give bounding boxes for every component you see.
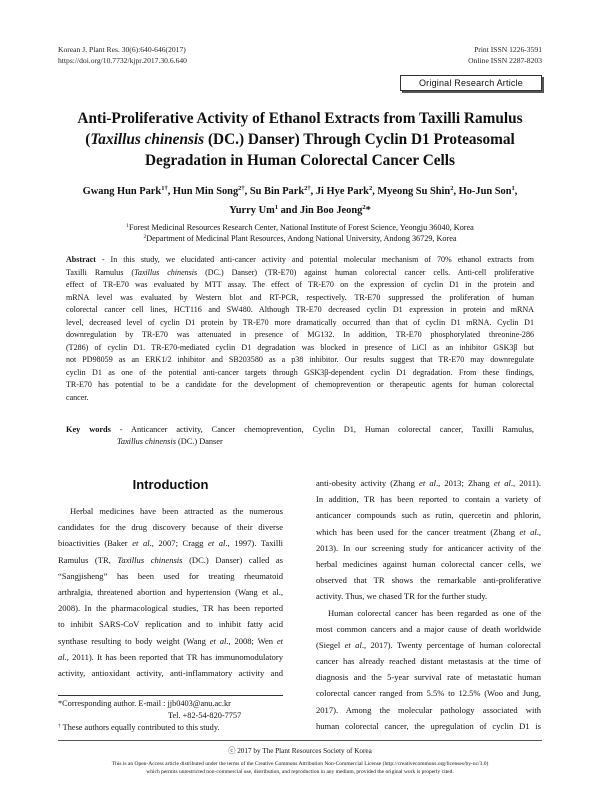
body-line: candidates for the drug discovery because of their diverse	[58, 522, 283, 533]
section-heading-introduction: Introduction	[132, 477, 209, 492]
online-issn: Online ISSN 2287-8203	[468, 56, 542, 65]
author-name: Hun Min Song	[172, 186, 239, 197]
license-line: which permits unrestricted non-commercial use, distribution, and reproduction in any medium, provided the original work is properly cited.	[146, 769, 454, 775]
affiliations	[30, 222, 570, 244]
intro-left-column	[58, 503, 283, 681]
telephone-note: Tel. +82-54-820-7757	[168, 711, 242, 720]
author-line-1: Gwang Hun Park$^{1\dagger}$, Hun Min Song$^{2\dagger}$, Su Bin Park$^{2\dagger}$, Ji Hye Park$^2$, Myeong Su Shin$^2$, Ho-Jun Son$^1$,	[82, 185, 518, 197]
doi-link[interactable]: https://doi.org/10.7732/kjpr.2017.30.6.640	[58, 56, 187, 65]
article-type-badge: Original Research Article	[400, 75, 542, 91]
body-line: al., 2011). It has been reported that TR has immunomodulatory	[58, 651, 283, 662]
body-line: Herbal medicines have been attracted as the numerous	[70, 506, 283, 516]
author-name: Gwang Hun Park	[82, 186, 162, 197]
journal-header-right	[468, 44, 542, 66]
body-line: cancer has already reached distant metastasis at the time of	[316, 656, 541, 667]
body-line: herbal medicines against human colorectal cancer cells, we	[316, 558, 541, 569]
body-line: diagnosis and the 5-year survival rate of metastatic human	[316, 672, 541, 683]
corresponding-mark: *	[365, 205, 371, 216]
affiliation-1: $^1$Forest Medicinal Resources Research Center, National Institute of Forest Science, Yeongju 36040, Korea	[126, 223, 474, 232]
title-line-1: Anti-Proliferative Activity of Ethanol Extracts from Taxilli Ramulus	[77, 110, 523, 127]
abstract-line: colorectal cancer cell lines, HCT116 and SW480. Although TR-E70 decreased cyclin D1 expression in protein and mRNA	[66, 305, 534, 314]
intro-right-column	[316, 475, 541, 734]
abstract-line: downregulation by TR-E70 was attenuated in presence of MG132. In addition, TR-E70 phosphorylated threonine-286	[66, 330, 534, 339]
abstract	[66, 254, 534, 404]
abstract-line: Taxilli Ramulus (Taxillus chinensis (DC.) Danser) (TR-E70) against human colorectal cancer cells. Anti-cell proliferative	[66, 267, 534, 277]
body-line: bioactivities (Baker et al., 2007; Cragg et al., 1997). Taxilli	[58, 538, 283, 549]
body-line: arthralgia, threatened abortion and hypertension (Wang et al.,	[58, 586, 283, 597]
body-line: colorectal cancer ranged from 5.5% to 12.5% (Woo and Jung,	[316, 688, 541, 699]
abstract-line: level, decreased level of cyclin D1 protein by TR-E70 more dramatically occurred than that of cyclin D1 mRNA. Cyclin D1	[66, 317, 534, 327]
title-line-2: (Taxillus chinensis (DC.) Danser) Through Cyclin D1 Proteasomal	[85, 131, 515, 148]
body-line: Ramulus (TR, Taxillus chinensis (DC.) Danser) called as	[58, 554, 283, 565]
body-line: (Siegel et al., 2017). Twenty percentage of human colorectal	[316, 639, 541, 650]
body-line: Human colorectal cancer has been regarded as one of the	[328, 607, 541, 618]
body-line: “Sangjisheng” has been used for treating rheumatoid	[58, 570, 283, 581]
copyright-notice: ⓒ 2017 by The Plant Resources Society of Korea	[228, 747, 372, 755]
abstract-line: cyclin D1 as one of the potential anti-cancer targets through GSK3β-dependent cyclin D1 degradation. From these findings,	[66, 367, 534, 377]
journal-citation: Korean J. Plant Res. 30(6):640-646(2017)	[58, 45, 186, 54]
author-name: Ho-Jun Son	[458, 186, 512, 197]
author-name: Jin Boo Jeong	[299, 205, 363, 216]
author-name: Ji Hye Park	[315, 186, 369, 197]
title-line-3: Degradation in Human Colorectal Cancer Cells	[144, 152, 456, 169]
body-line: In addition, TR has been reported to contain a variety of	[316, 494, 541, 505]
author-name: Su Bin Park	[249, 186, 305, 197]
abstract-line: mRNA level was evaluated by Western blot and RT-PCR, respectively. TR-E70 suppressed the proliferation of human	[66, 292, 534, 302]
author-list	[30, 182, 570, 220]
journal-header-left	[58, 44, 187, 66]
paper-title	[40, 108, 560, 171]
body-line: which has been used for the cancer treatment (Zhang et al.,	[316, 526, 541, 537]
equal-contribution-note: † These authors equally contributed to this study.	[58, 723, 220, 732]
body-line: observed that TR shows the remarkable anti-proliferative	[316, 575, 541, 586]
license-notice	[40, 760, 560, 776]
body-line: synthase resulting to body weight (Wang et al., 2008; Wen et	[58, 635, 283, 646]
abstract-line: not PD98059 as an ERK1/2 inhibitor and SB203580 as a p38 inhibitor. Our results suggest that TR-E70 may downregulate	[66, 355, 534, 364]
body-line: to inhibit SARS-CoV replication and to inhibit fatty acid	[58, 619, 283, 630]
body-line: 2017). Among the molecular pathology associated with	[316, 704, 541, 715]
corresponding-author-note: *Corresponding author. E-mail : jjb0403@anu.ac.kr	[58, 699, 231, 708]
author-name: Myeong Su Shin	[377, 186, 451, 197]
footnotes	[58, 698, 298, 734]
body-line: activity. Thus, we chased TR for the further study.	[316, 591, 488, 602]
footnote-divider	[58, 695, 283, 696]
abstract-line: (T286) of cyclin D1. TR-E70-mediated cyclin D1 degradation was blocked in presence of LiCl as an inhibitor GSK3β but	[66, 342, 534, 352]
body-line: anticancer compounds such as rutin, quercetin and phlorin,	[316, 510, 541, 521]
author-name: Yurry Um	[229, 205, 275, 216]
keywords-label: Key words	[66, 425, 111, 434]
author-line-2: Yurry Um$^1$ and Jin Boo Jeong$^2$*	[229, 204, 371, 216]
keywords-line: Key words - Anticancer activity, Cancer chemoprevention, Cyclin D1, Human colorectal cancer, Taxilli Ramulus,	[66, 425, 534, 434]
keywords	[66, 424, 534, 448]
abstract-line: effect of TR-E70 was evaluated by MTT assay. The effect of TR-E70 on the expression of cyclin D1 in the protein and	[66, 280, 534, 289]
abstract-line: TR-E70 has potential to be a candidate for the development of chemoprevention or therapeutic agents for human colorectal	[66, 380, 534, 389]
body-line: 2008). In the pharmacological studies, TR has been reported	[58, 603, 283, 614]
affiliation-2: $^2$Department of Medicinal Plant Resources, Andong National University, Andong 36729, Korea	[143, 234, 457, 243]
abstract-label: Abstract	[66, 255, 96, 264]
body-line: anti-obesity activity (Zhang et al., 2013; Zhang et al., 2011).	[316, 478, 541, 488]
body-line: 2013). In our screening study for anticancer activity of the	[316, 542, 541, 553]
body-line: most common cancers and a major cause of death worldwide	[316, 623, 541, 634]
body-line: activity, antioxidant activity, anti-inflammatory activity and	[58, 667, 283, 678]
body-line: human colorectal cancer, the upregulation of cyclin D1 is	[316, 720, 541, 731]
keywords-line: Taxillus chinensis (DC.) Danser	[117, 437, 223, 446]
license-line: This is an Open-Access article distributed under the terms of the Creative Commons Attribution Non-Commercial License (http://creativecommons.org/licenses/by-nc/3.0)	[111, 761, 489, 767]
footer-divider	[58, 740, 542, 741]
abstract-line: Abstract - In this study, we elucidated anti-cancer activity and potential molecular mechanism of 70% ethanol extracts from	[66, 255, 534, 264]
abstract-line: cancer.	[66, 392, 89, 402]
print-issn: Print ISSN 1226-3591	[474, 45, 542, 54]
